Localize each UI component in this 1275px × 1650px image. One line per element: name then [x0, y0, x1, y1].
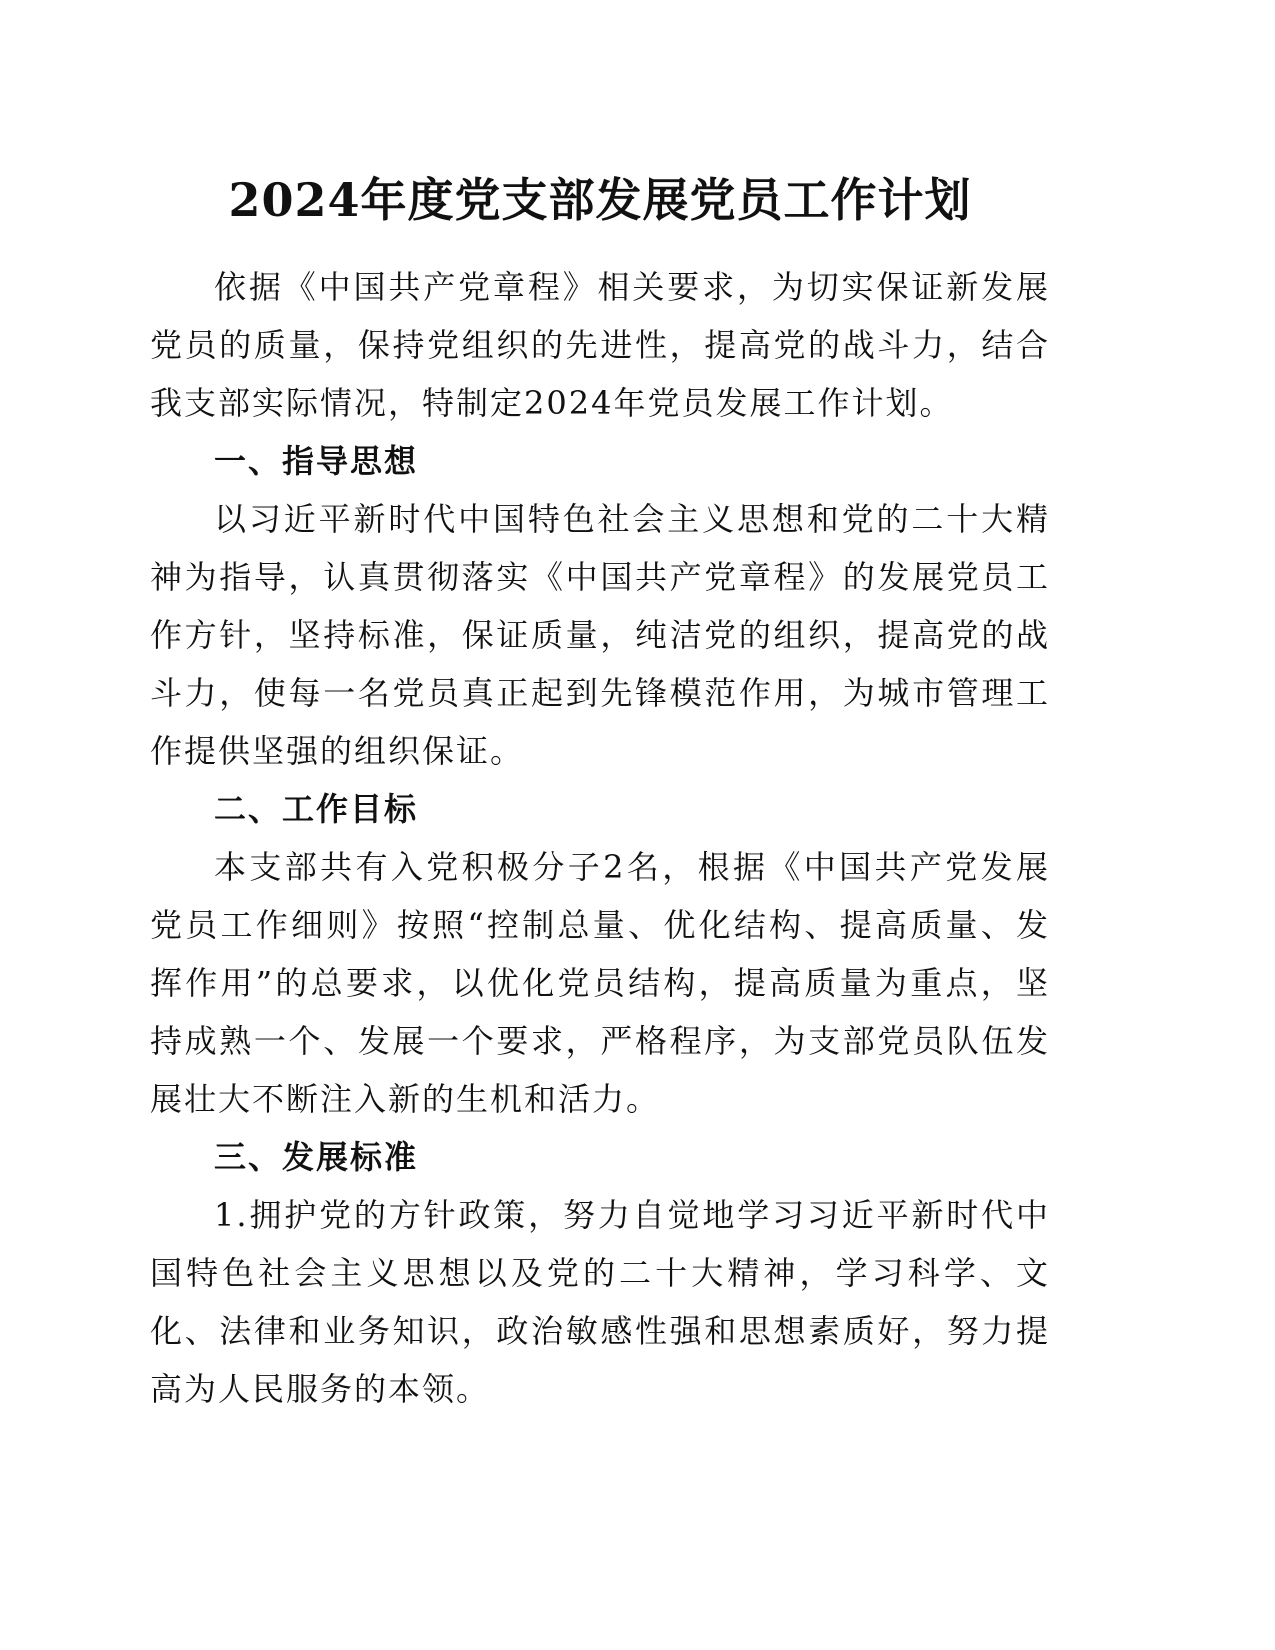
intro-paragraph: 依据《中国共产党章程》相关要求，为切实保证新发展党员的质量，保持党组织的先进性，提高党的战斗力，结合我支部实际情况，特制定2024年党员发展工作计划。 [150, 268, 1050, 422]
development-standard-item-1: 1.拥护党的方针政策，努力自觉地学习习近平新时代中国特色社会主义思想以及党的二十大精神，学习科学、文化、法律和业务知识，政治敏感性强和思想素质好，努力提高为人民服务的本领。 [150, 1196, 1050, 1408]
work-goals-paragraph: 本支部共有入党积极分子2名，根据《中国共产党发展党员工作细则》按照“控制总量、优化结构、提高质量、发挥作用”的总要求，以优化党员结构，提高质量为重点，坚持成熟一个、发展一个要求，严格程序，为支部党员队伍发展壮大不断注入新的生机和活力。 [150, 848, 1050, 1118]
guiding-ideology-paragraph: 以习近平新时代中国特色社会主义思想和党的二十大精神为指导，认真贯彻落实《中国共产党章程》的发展党员工作方针，坚持标准，保证质量，纯洁党的组织，提高党的战斗力，使每一名党员真正起到先锋模范作用，为城市管理工作提供坚强的组织保证。 [150, 500, 1050, 770]
document-body [150, 160, 1050, 1418]
document-title: 2024年度党支部发展党员工作计划 [228, 173, 972, 227]
section-heading-development-standards: 三、发展标准 [214, 1138, 419, 1176]
section-heading-guiding-ideology: 一、指导思想 [214, 442, 419, 480]
section-heading-work-goals: 二、工作目标 [214, 790, 419, 828]
